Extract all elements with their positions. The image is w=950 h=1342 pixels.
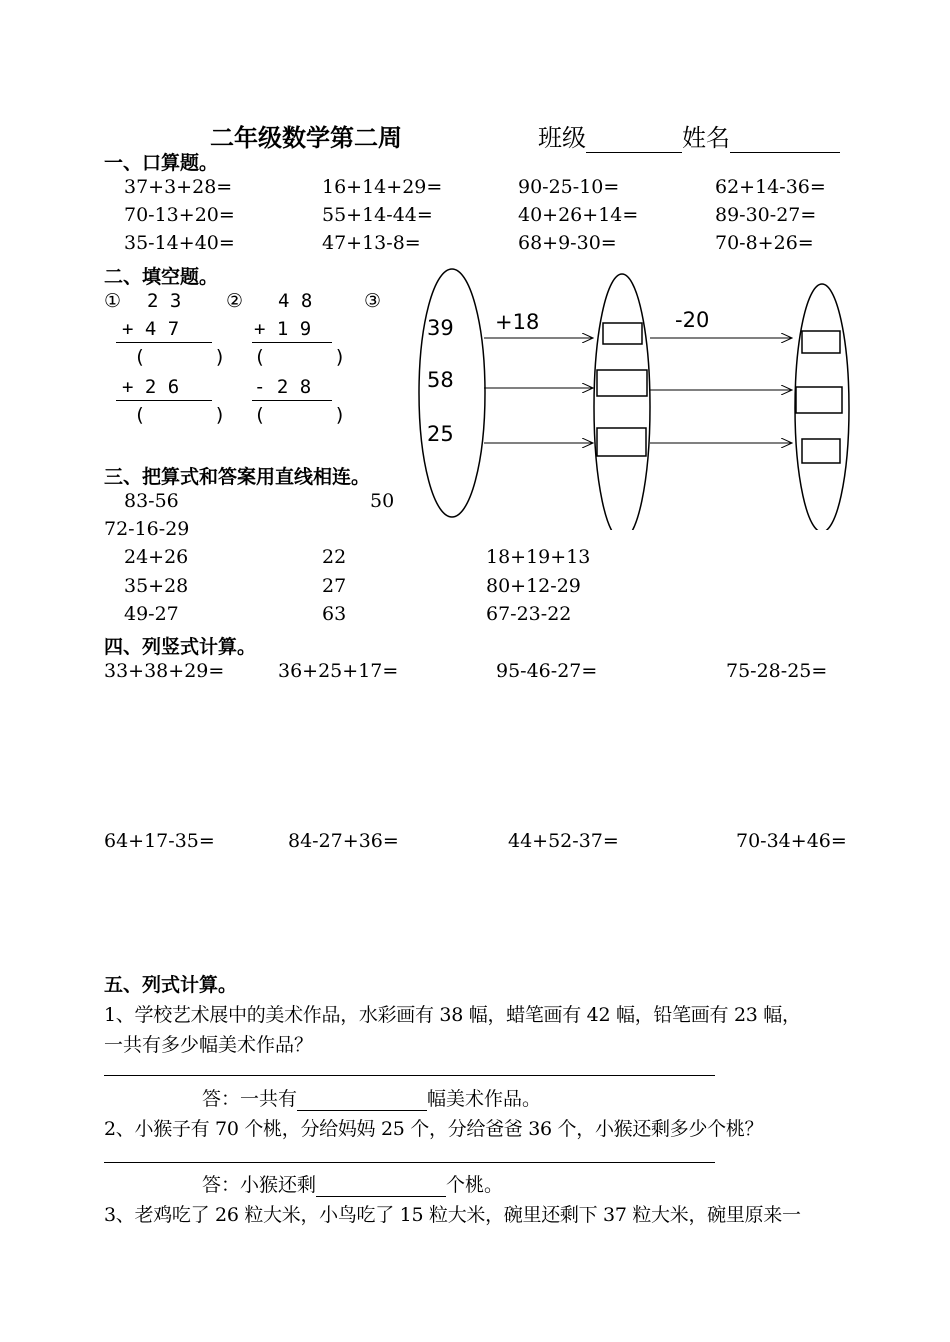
s1-r1-c2: 40+26+14=	[518, 204, 639, 226]
diagram-num-3: 25	[427, 422, 454, 446]
question-2: 2、小猴子有 70 个桃，分给妈妈 25 个，分给爸爸 36 个，小猴还剩多少个桃？	[104, 1118, 764, 1140]
match-left-3[interactable]: 24+26	[124, 546, 189, 568]
section3-heading: 三、把算式和答案用直线相连。	[104, 466, 371, 488]
page-title: 二年级数学第二周	[210, 124, 402, 152]
middle-ellipse	[594, 274, 650, 530]
class-field[interactable]	[538, 118, 840, 153]
s4-r1-c1: 84-27+36=	[288, 830, 399, 852]
match-middle-3[interactable]: 27	[322, 575, 347, 597]
p1-line2	[116, 400, 212, 401]
section5-heading: 五、列式计算。	[104, 974, 238, 996]
answer-1-prefix: 答：一共有	[202, 1088, 298, 1110]
match-right-1[interactable]: 18+19+13	[486, 546, 591, 568]
marker-1: ①	[104, 290, 122, 312]
match-right-3[interactable]: 67-23-22	[486, 603, 572, 625]
question-3: 3、老鸡吃了 26 粒大米，小鸟吃了 15 粒大米，碗里还剩下 37 粒大米，碗里原来一	[104, 1204, 801, 1226]
match-right-2[interactable]: 80+12-29	[486, 575, 581, 597]
match-left-4[interactable]: 35+28	[124, 575, 189, 597]
s1-r2-c0: 35-14+40=	[124, 232, 235, 254]
answer-box-3	[597, 428, 646, 456]
p1-op2: + 2 6	[122, 376, 180, 398]
s1-r1-c0: 70-13+20=	[124, 204, 235, 226]
question-1-line2: 一共有多少幅美术作品？	[104, 1034, 314, 1056]
s1-r2-c3: 70-8+26=	[715, 232, 814, 254]
p2-line2	[252, 400, 332, 401]
s4-r1-c3: 70-34+46=	[736, 830, 847, 852]
match-left-2[interactable]: 72-16-29	[104, 518, 190, 540]
answer-1-work-line[interactable]	[104, 1075, 715, 1076]
s4-r0-c3: 75-28-25=	[726, 660, 828, 682]
s4-r1-c0: 64+17-35=	[104, 830, 215, 852]
answer-box-2	[597, 370, 647, 396]
p2-op2: - 2 8	[254, 376, 312, 398]
marker-2: ②	[226, 290, 244, 312]
answer-box-1	[603, 323, 642, 344]
section2-heading: 二、填空题。	[104, 266, 219, 288]
match-middle-1[interactable]: 50	[370, 490, 395, 512]
s1-r0-c0: 37+3+28=	[124, 176, 233, 198]
s4-r0-c2: 95-46-27=	[496, 660, 598, 682]
p2-blank1[interactable]: ( )	[254, 346, 346, 368]
s1-r1-c1: 55+14-44=	[322, 204, 433, 226]
s1-r2-c1: 47+13-8=	[322, 232, 421, 254]
answer-1-blank[interactable]	[297, 1090, 427, 1111]
s4-r0-c1: 36+25+17=	[278, 660, 399, 682]
s1-r0-c1: 16+14+29=	[322, 176, 443, 198]
answer-2-prefix: 答：小猴还剩	[202, 1174, 317, 1196]
answer-box-4	[802, 331, 840, 353]
p1-blank2[interactable]: ( )	[134, 404, 226, 426]
answer-2	[202, 1170, 503, 1197]
class-label: 班级	[538, 124, 586, 152]
match-middle-4[interactable]: 63	[322, 603, 347, 625]
p2-line1	[252, 342, 332, 343]
answer-box-6	[802, 439, 840, 463]
diagram-num-1: 39	[427, 316, 454, 340]
answer-1-suffix: 幅美术作品。	[427, 1088, 542, 1110]
p1-line1	[116, 342, 212, 343]
answer-box-5	[796, 387, 842, 413]
match-left-5[interactable]: 49-27	[124, 603, 179, 625]
section1-heading: 一、口算题。	[104, 152, 219, 174]
name-label: 姓名	[682, 124, 730, 152]
p2-op1: + 1 9	[254, 318, 312, 340]
p2-top: 4 8	[278, 290, 313, 312]
arrow-diagram	[410, 265, 860, 530]
diagram-num-2: 58	[427, 368, 454, 392]
match-middle-2[interactable]: 22	[322, 546, 347, 568]
answer-2-suffix: 个桃。	[446, 1174, 504, 1196]
answer-1	[202, 1084, 541, 1111]
source-ellipse	[419, 269, 485, 517]
marker-3: ③	[364, 290, 382, 312]
op-plus-18: +18	[495, 310, 540, 334]
name-blank[interactable]	[730, 128, 840, 153]
question-1-line1: 1、学校艺术展中的美术作品，水彩画有 38 幅，蜡笔画有 42 幅，铅笔画有 23 幅，	[104, 1004, 801, 1026]
s1-r0-c2: 90-25-10=	[518, 176, 620, 198]
s1-r1-c3: 89-30-27=	[715, 204, 817, 226]
section4-heading: 四、列竖式计算。	[104, 636, 257, 658]
answer-2-work-line[interactable]	[104, 1162, 715, 1163]
op-minus-20: -20	[675, 308, 710, 332]
p2-blank2[interactable]: ( )	[254, 404, 346, 426]
p1-op1: + 4 7	[122, 318, 180, 340]
match-left-1[interactable]: 83-56	[124, 490, 179, 512]
class-blank[interactable]	[586, 128, 682, 153]
s4-r0-c0: 33+38+29=	[104, 660, 225, 682]
p1-top: 2 3	[147, 290, 182, 312]
s1-r2-c2: 68+9-30=	[518, 232, 617, 254]
answer-2-blank[interactable]	[316, 1176, 446, 1197]
s4-r1-c2: 44+52-37=	[508, 830, 619, 852]
s1-r0-c3: 62+14-36=	[715, 176, 826, 198]
p1-blank1[interactable]: ( )	[134, 346, 226, 368]
